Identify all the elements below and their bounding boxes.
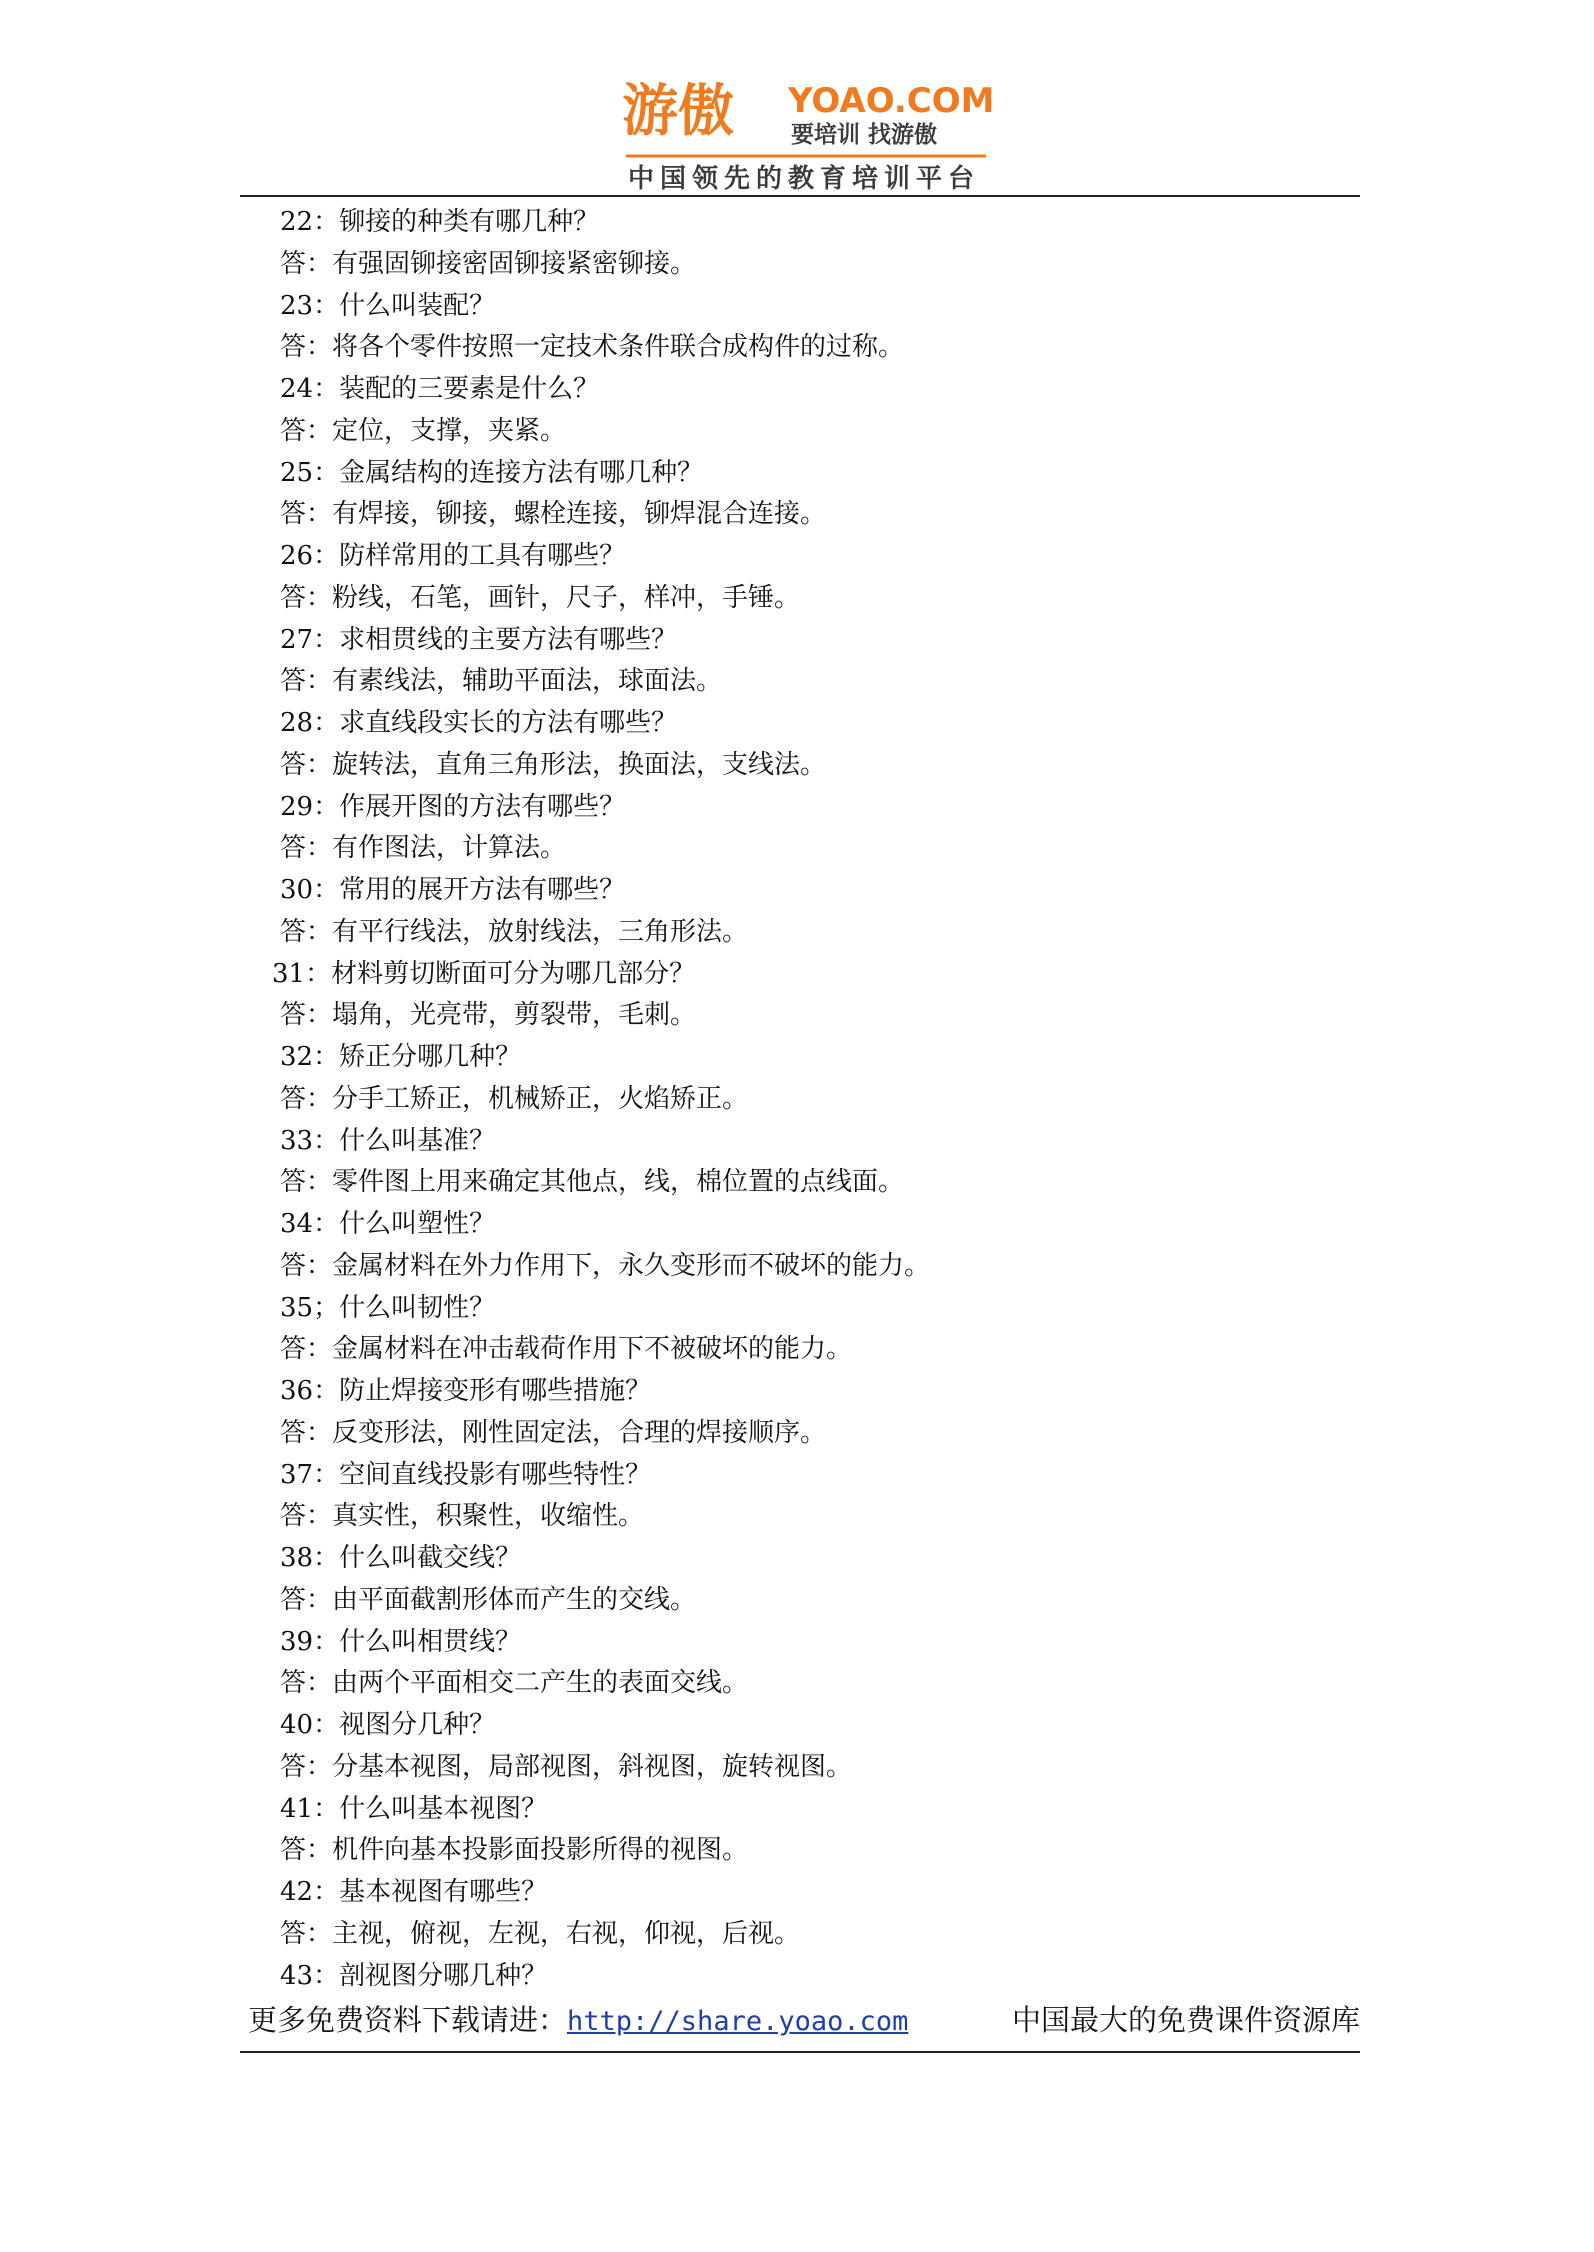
question-line: 35；什么叫韧性？: [280, 1292, 496, 1323]
question-line: 43：剖视图分哪几种？: [280, 1960, 548, 1991]
header-divider: [240, 195, 1360, 197]
answer-line: 答：真实性，积聚性，收缩性。: [280, 1501, 645, 1532]
answer-line: 答：有平行线法，放射线法，三角形法。: [280, 916, 749, 947]
answer-line: 答：粉线，石笔，画针，尺子，样冲，手锤。: [280, 582, 801, 613]
question-line: 33：什么叫基准？: [280, 1125, 496, 1156]
footer-right-text: 中国最大的免费课件资源库: [1011, 2003, 1360, 2037]
answer-line: 答：旋转法，直角三角形法，换面法，支线法。: [280, 749, 827, 780]
logo-slogan: 要培训 找游傲: [791, 122, 938, 148]
page-footer: [240, 1995, 1360, 2045]
site-logo[interactable]: [618, 72, 993, 200]
answer-line: 答：由平面截割形体而产生的交线。: [280, 1584, 697, 1615]
question-line: 38：什么叫截交线？: [280, 1543, 522, 1573]
question-line: 42：基本视图有哪些？: [280, 1877, 548, 1907]
logo-tagline: 中国领先的教育培训平台: [628, 164, 981, 194]
question-line: 29：作展开图的方法有哪些？: [280, 791, 626, 822]
question-line: 27：求相贯线的主要方法有哪些？: [280, 624, 678, 655]
footer-divider: [240, 2051, 1360, 2053]
question-line: 22：铆接的种类有哪几种？: [280, 207, 600, 237]
answer-line: 答：塌角，光亮带，剪裂带，毛刺。: [280, 1000, 697, 1031]
answer-line: 答：由两个平面相交二产生的表面交线。: [280, 1668, 749, 1699]
question-line: 32：矫正分哪几种？: [280, 1042, 522, 1072]
answer-line: 答：定位，支撑，夹紧。: [280, 415, 567, 446]
question-line: 30：常用的展开方法有哪些？: [280, 875, 626, 905]
question-line: 26：防样常用的工具有哪些？: [280, 541, 626, 571]
answer-line: 答：金属材料在冲击载荷作用下不被破坏的能力。: [280, 1334, 853, 1365]
footer-download-link[interactable]: http://share.yoao.com: [567, 2006, 909, 2037]
answer-line: 答：主视，俯视，左视，右视，仰视，后视。: [280, 1918, 801, 1949]
question-line: 37：空间直线投影有哪些特性？: [280, 1459, 652, 1490]
question-line: 25：金属结构的连接方法有哪几种？: [280, 457, 704, 488]
answer-line: 答：零件图上用来确定其他点，线，棉位置的点线面。: [280, 1167, 905, 1198]
answer-line: 答：将各个零件按照一定技术条件联合成构件的过称。: [280, 332, 905, 363]
footer-left: [248, 1995, 908, 2047]
answer-line: 答：分基本视图，局部视图，斜视图，旋转视图。: [280, 1751, 853, 1782]
footer-download-text: 更多免费资料下载请进：: [248, 2003, 568, 2037]
question-line: 39：什么叫相贯线？: [280, 1626, 522, 1657]
question-line: 31：材料剪切断面可分为哪几部分？: [272, 958, 696, 989]
logo-domain: YOAO.COM: [788, 81, 993, 121]
question-line: 34：什么叫塑性？: [280, 1209, 496, 1239]
answer-line: 答：分手工矫正，机械矫正，火焰矫正。: [280, 1083, 749, 1114]
answer-line: 答：有作图法，计算法。: [280, 833, 567, 864]
answer-line: 答：金属材料在外力作用下，永久变形而不破坏的能力。: [280, 1250, 931, 1281]
logo-graphic: [618, 72, 993, 200]
answer-line: 答：有焊接，铆接，螺栓连接，铆焊混合连接。: [280, 499, 827, 530]
answer-line: 答：机件向基本投影面投影所得的视图。: [280, 1835, 749, 1866]
question-line: 40：视图分几种？: [280, 1710, 496, 1740]
question-line: 23：什么叫装配？: [280, 290, 496, 321]
answer-line: 答：反变形法，刚性固定法，合理的焊接顺序。: [280, 1417, 827, 1448]
answer-line: 答：有强固铆接密固铆接紧密铆接。: [280, 248, 697, 279]
question-line: 28：求直线段实长的方法有哪些？: [280, 708, 678, 738]
question-line: 41：什么叫基本视图？: [280, 1793, 548, 1824]
question-line: 36：防止焊接变形有哪些措施？: [280, 1376, 652, 1406]
answer-line: 答：有素线法，辅助平面法，球面法。: [280, 666, 723, 697]
qa-list: [240, 202, 1360, 1997]
logo-brand: 游傲: [622, 79, 734, 144]
question-line: 24：装配的三要素是什么？: [280, 374, 600, 404]
